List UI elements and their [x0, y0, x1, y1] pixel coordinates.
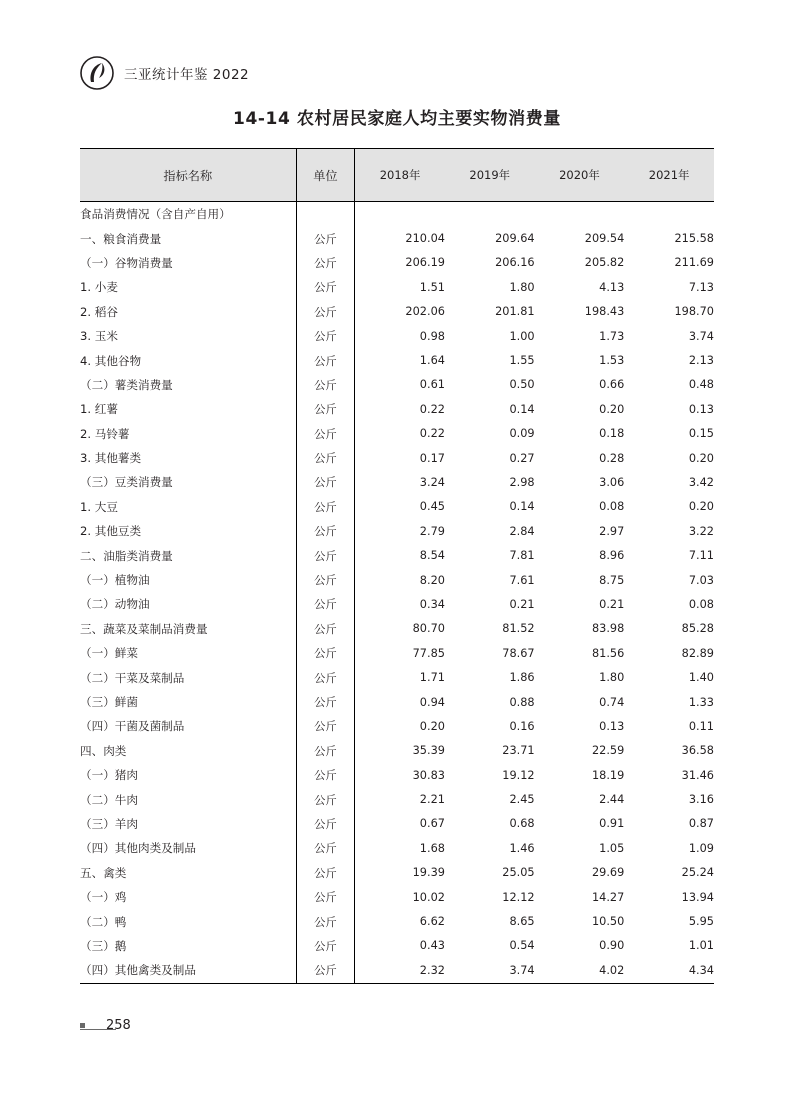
- row-value: 0.91: [599, 817, 625, 831]
- row-value: 0.54: [509, 939, 535, 953]
- row-value: 3.06: [599, 475, 625, 489]
- row-label: （二）干菜及菜制品: [80, 670, 185, 685]
- row-value: 78.67: [502, 646, 535, 660]
- row-value: 1.71: [419, 671, 445, 685]
- row-label: （一）谷物消费量: [80, 255, 173, 270]
- row-unit: 公斤: [296, 690, 355, 714]
- row-value: 0.74: [599, 695, 625, 709]
- row-value: 4.34: [624, 958, 714, 983]
- table-row: [80, 275, 714, 299]
- table-row: [80, 324, 714, 348]
- row-value: 25.24: [681, 866, 714, 880]
- row-value: 8.54: [419, 549, 445, 563]
- table-row: [80, 861, 714, 885]
- table-row: [80, 348, 714, 372]
- row-unit: 公斤: [296, 958, 355, 983]
- row-value: 0.20: [688, 451, 714, 465]
- column-header-2019: [445, 149, 535, 202]
- row-value: 0.08: [599, 500, 625, 514]
- row-value: 5.95: [688, 915, 714, 929]
- row-unit: 公斤: [296, 470, 355, 494]
- consumption-table: [80, 148, 714, 984]
- row-value: 0.98: [419, 329, 445, 343]
- row-unit: 公斤: [296, 543, 355, 567]
- row-value: 22.59: [591, 744, 625, 758]
- row-value: 10.50: [591, 915, 625, 929]
- table-row: [80, 958, 714, 983]
- column-header-2018-label: 2018年: [379, 168, 421, 182]
- row-value: 36.58: [681, 744, 714, 758]
- row-label: 1. 大豆: [80, 499, 118, 514]
- row-unit: 公斤: [296, 714, 355, 738]
- table-row: [80, 495, 714, 519]
- row-unit: 公斤: [296, 812, 355, 836]
- column-header-2018: [355, 149, 445, 202]
- row-value: 0.45: [419, 500, 445, 514]
- row-unit: 公斤: [296, 739, 355, 763]
- table-row: [80, 739, 714, 763]
- row-value: 0.94: [419, 695, 445, 709]
- row-value: 8.96: [599, 549, 625, 563]
- row-value: 0.14: [509, 500, 535, 514]
- row-value: 7.81: [509, 549, 535, 563]
- row-label: （三）鲜菌: [80, 695, 138, 709]
- row-value: 211.69: [674, 256, 714, 270]
- row-value: 0.27: [509, 451, 535, 465]
- column-header-2021-label: 2021年: [648, 168, 690, 182]
- swirl-logo-icon: [80, 56, 114, 90]
- row-unit: 公斤: [296, 422, 355, 446]
- row-label: 2. 其他豆类: [80, 524, 142, 539]
- row-value: 12.12: [502, 890, 535, 904]
- table-row: [80, 251, 714, 275]
- row-value: 2.44: [599, 793, 625, 807]
- row-value: 1.80: [509, 280, 535, 294]
- row-value: 0.68: [509, 817, 535, 831]
- row-value: 0.28: [599, 451, 625, 465]
- row-value: 7.13: [688, 280, 714, 294]
- row-label: （一）鲜菜: [80, 646, 138, 661]
- row-unit: 公斤: [296, 617, 355, 641]
- row-value: 205.82: [584, 256, 625, 270]
- table-head: [80, 149, 714, 202]
- row-value: 14.27: [591, 890, 625, 904]
- row-label: （三）鹅: [80, 938, 127, 953]
- row-label: （四）干菌及菌制品: [80, 719, 185, 734]
- row-value: 0.14: [509, 402, 535, 416]
- row-value: 0.18: [599, 427, 625, 441]
- row-label: 4. 其他谷物: [80, 353, 142, 368]
- row-label: 1. 红薯: [80, 402, 118, 417]
- column-header-2019-label: 2019年: [469, 168, 511, 182]
- table-row: [80, 714, 714, 738]
- row-value: 0.13: [599, 719, 625, 733]
- row-value: 29.69: [591, 866, 625, 880]
- row-value: 0.43: [419, 939, 445, 953]
- row-value: 19.12: [502, 768, 535, 782]
- row-value: 0.66: [599, 378, 625, 392]
- row-unit: 公斤: [296, 397, 355, 421]
- row-unit: 公斤: [296, 934, 355, 958]
- table-row: [80, 836, 714, 860]
- row-unit: [296, 202, 355, 227]
- row-label: 二、油脂类消费量: [80, 548, 173, 563]
- row-label: （二）鸭: [80, 914, 127, 929]
- row-value: 7.61: [509, 573, 535, 587]
- table-row: [80, 617, 714, 641]
- table-row: [80, 812, 714, 836]
- row-value: 0.34: [419, 597, 445, 611]
- row-label: （四）其他禽类及制品: [80, 958, 296, 983]
- row-value: 0.22: [419, 402, 445, 416]
- row-value: 202.06: [405, 305, 445, 319]
- row-unit: 公斤: [296, 641, 355, 665]
- table-row: [80, 202, 714, 227]
- table-row: [80, 934, 714, 958]
- row-label: （二）薯类消费量: [80, 377, 173, 392]
- column-header-unit: 单位: [296, 149, 355, 202]
- row-value: 3.74: [688, 329, 714, 343]
- row-label: （一）猪肉: [80, 768, 138, 783]
- table-row: [80, 690, 714, 714]
- row-value: 8.75: [599, 573, 625, 587]
- row-value: 30.83: [412, 768, 445, 782]
- table-row: [80, 397, 714, 421]
- row-value: 209.64: [495, 232, 535, 246]
- row-value: 6.62: [419, 915, 445, 929]
- row-unit: 公斤: [296, 495, 355, 519]
- row-value: 2.13: [688, 354, 714, 368]
- row-unit: 公斤: [296, 275, 355, 299]
- row-unit: 公斤: [296, 665, 355, 689]
- table-row: [80, 226, 714, 250]
- row-value: 201.81: [495, 305, 535, 319]
- row-value: 215.58: [674, 232, 714, 246]
- row-value: [445, 202, 535, 227]
- row-value: 1.64: [419, 354, 445, 368]
- row-value: 0.20: [688, 500, 714, 514]
- row-label: 1. 小麦: [80, 280, 118, 295]
- row-value: 85.28: [681, 622, 714, 636]
- row-label: 一、粮食消费量: [80, 231, 162, 246]
- table-row: [80, 470, 714, 494]
- row-value: 210.04: [405, 232, 445, 246]
- row-value: 1.51: [419, 280, 445, 294]
- table-row: [80, 519, 714, 543]
- row-value: 198.43: [584, 305, 625, 319]
- row-value: 1.40: [688, 671, 714, 685]
- table-row: [80, 641, 714, 665]
- row-value: 2.21: [419, 793, 445, 807]
- row-label: 三、蔬菜及菜制品消费量: [80, 621, 208, 636]
- row-value: 2.97: [599, 524, 625, 538]
- row-label: 四、肉类: [80, 743, 127, 758]
- row-unit: 公斤: [296, 300, 355, 324]
- row-unit: 公斤: [296, 787, 355, 811]
- row-value: 82.89: [681, 646, 714, 660]
- row-value: 1.09: [688, 841, 714, 855]
- table-row: [80, 763, 714, 787]
- row-value: 1.55: [509, 354, 535, 368]
- row-value: 0.20: [599, 402, 625, 416]
- row-label: （三）羊肉: [80, 816, 138, 831]
- row-unit: 公斤: [296, 909, 355, 933]
- row-label: （一）植物油: [80, 573, 150, 588]
- row-unit: 公斤: [296, 763, 355, 787]
- row-value: 0.88: [509, 695, 535, 709]
- row-value: 81.56: [591, 646, 625, 660]
- row-value: [624, 202, 714, 227]
- row-value: 4.02: [535, 958, 625, 983]
- table-header-row: [80, 149, 714, 202]
- table-row: [80, 300, 714, 324]
- row-unit: 公斤: [296, 251, 355, 275]
- row-label: （二）动物油: [80, 597, 150, 612]
- row-value: 0.13: [688, 402, 714, 416]
- footer-square-mark: [80, 1023, 85, 1028]
- row-value: 3.74: [445, 958, 535, 983]
- row-value: 81.52: [502, 622, 535, 636]
- row-unit: 公斤: [296, 592, 355, 616]
- row-value: 0.11: [688, 719, 714, 733]
- table-row: [80, 568, 714, 592]
- row-value: 10.02: [412, 890, 445, 904]
- row-value: 23.71: [502, 744, 535, 758]
- row-value: [535, 202, 625, 227]
- row-value: 1.05: [599, 841, 625, 855]
- row-value: 0.61: [419, 378, 445, 392]
- row-value: 0.09: [509, 427, 535, 441]
- row-value: 0.48: [688, 378, 714, 392]
- row-value: 0.16: [509, 719, 535, 733]
- row-value: 7.11: [688, 549, 714, 563]
- page-number: 258: [106, 1018, 131, 1033]
- row-value: 1.68: [419, 841, 445, 855]
- row-value: 1.01: [688, 939, 714, 953]
- table-row: [80, 446, 714, 470]
- row-label: （一）鸡: [80, 890, 127, 905]
- column-header-2020: [535, 149, 625, 202]
- row-label: 2. 稻谷: [80, 304, 118, 319]
- row-value: 18.19: [591, 768, 625, 782]
- row-value: 19.39: [412, 866, 445, 880]
- row-value: 206.16: [495, 256, 535, 270]
- page-title: 14-14 农村居民家庭人均主要实物消费量: [233, 109, 561, 129]
- row-value: 25.05: [502, 866, 535, 880]
- row-label: （二）牛肉: [80, 792, 138, 807]
- row-unit: 公斤: [296, 324, 355, 348]
- row-value: [355, 202, 445, 227]
- row-value: 0.50: [509, 378, 535, 392]
- row-value: 8.65: [509, 915, 535, 929]
- row-unit: 公斤: [296, 861, 355, 885]
- row-value: 0.21: [509, 597, 535, 611]
- row-value: 1.86: [509, 671, 535, 685]
- page-footer: [80, 1016, 714, 1042]
- row-label: （三）豆类消费量: [80, 475, 173, 490]
- row-value: 13.94: [681, 890, 714, 904]
- row-value: 1.53: [599, 354, 625, 368]
- row-value: 0.17: [419, 451, 445, 465]
- row-value: 2.84: [509, 524, 535, 538]
- row-value: 1.46: [509, 841, 535, 855]
- row-unit: 公斤: [296, 836, 355, 860]
- table-row: [80, 543, 714, 567]
- row-label: 2. 马铃薯: [80, 426, 130, 441]
- row-value: 0.15: [688, 427, 714, 441]
- row-unit: 公斤: [296, 446, 355, 470]
- row-value: 0.20: [419, 719, 445, 733]
- row-value: 0.67: [419, 817, 445, 831]
- row-value: 2.79: [419, 524, 445, 538]
- table-container: [80, 148, 714, 984]
- row-value: 2.98: [509, 475, 535, 489]
- row-value: 7.03: [688, 573, 714, 587]
- book-title: 三亚统计年鉴 2022: [124, 67, 250, 83]
- row-unit: 公斤: [296, 373, 355, 397]
- table-row: [80, 885, 714, 909]
- row-value: 2.45: [509, 793, 535, 807]
- row-value: 35.39: [412, 744, 445, 758]
- row-value: 1.80: [599, 671, 625, 685]
- row-unit: 公斤: [296, 885, 355, 909]
- row-value: 1.73: [599, 329, 625, 343]
- row-value: 0.90: [599, 939, 625, 953]
- row-label: 3. 其他薯类: [80, 451, 142, 466]
- row-value: 3.42: [688, 475, 714, 489]
- row-value: 206.19: [405, 256, 445, 270]
- column-header-name: 指标名称: [80, 149, 296, 202]
- row-value: 4.13: [599, 280, 625, 294]
- row-unit: 公斤: [296, 348, 355, 372]
- row-value: 77.85: [412, 646, 445, 660]
- row-value: 3.16: [688, 793, 714, 807]
- row-value: 80.70: [412, 622, 445, 636]
- page-header: [80, 56, 249, 90]
- row-value: 31.46: [681, 768, 714, 782]
- row-value: 0.87: [688, 817, 714, 831]
- row-value: 198.70: [674, 305, 714, 319]
- column-header-2020-label: 2020年: [559, 168, 600, 182]
- row-unit: 公斤: [296, 519, 355, 543]
- row-value: 83.98: [591, 622, 625, 636]
- row-label: （四）其他肉类及制品: [80, 841, 196, 856]
- row-value: 0.08: [688, 597, 714, 611]
- row-unit: 公斤: [296, 568, 355, 592]
- row-value: 3.22: [688, 524, 714, 538]
- table-row: [80, 909, 714, 933]
- table-row: [80, 592, 714, 616]
- row-value: 8.20: [419, 573, 445, 587]
- row-value: 2.32: [355, 958, 445, 983]
- table-row: [80, 787, 714, 811]
- row-unit: 公斤: [296, 226, 355, 250]
- table-row: [80, 422, 714, 446]
- row-value: 0.22: [419, 427, 445, 441]
- row-label: 五、禽类: [80, 865, 127, 880]
- row-value: 3.24: [419, 475, 445, 489]
- table-body: [80, 202, 714, 984]
- row-label: 3. 玉米: [80, 329, 118, 344]
- table-row: [80, 665, 714, 689]
- row-value: 1.33: [688, 695, 714, 709]
- table-row: [80, 373, 714, 397]
- row-value: 1.00: [509, 329, 535, 343]
- row-value: 209.54: [584, 232, 625, 246]
- row-value: 0.21: [599, 597, 625, 611]
- row-label: 食品消费情况（含自产自用）: [80, 207, 231, 222]
- column-header-2021: [624, 149, 714, 202]
